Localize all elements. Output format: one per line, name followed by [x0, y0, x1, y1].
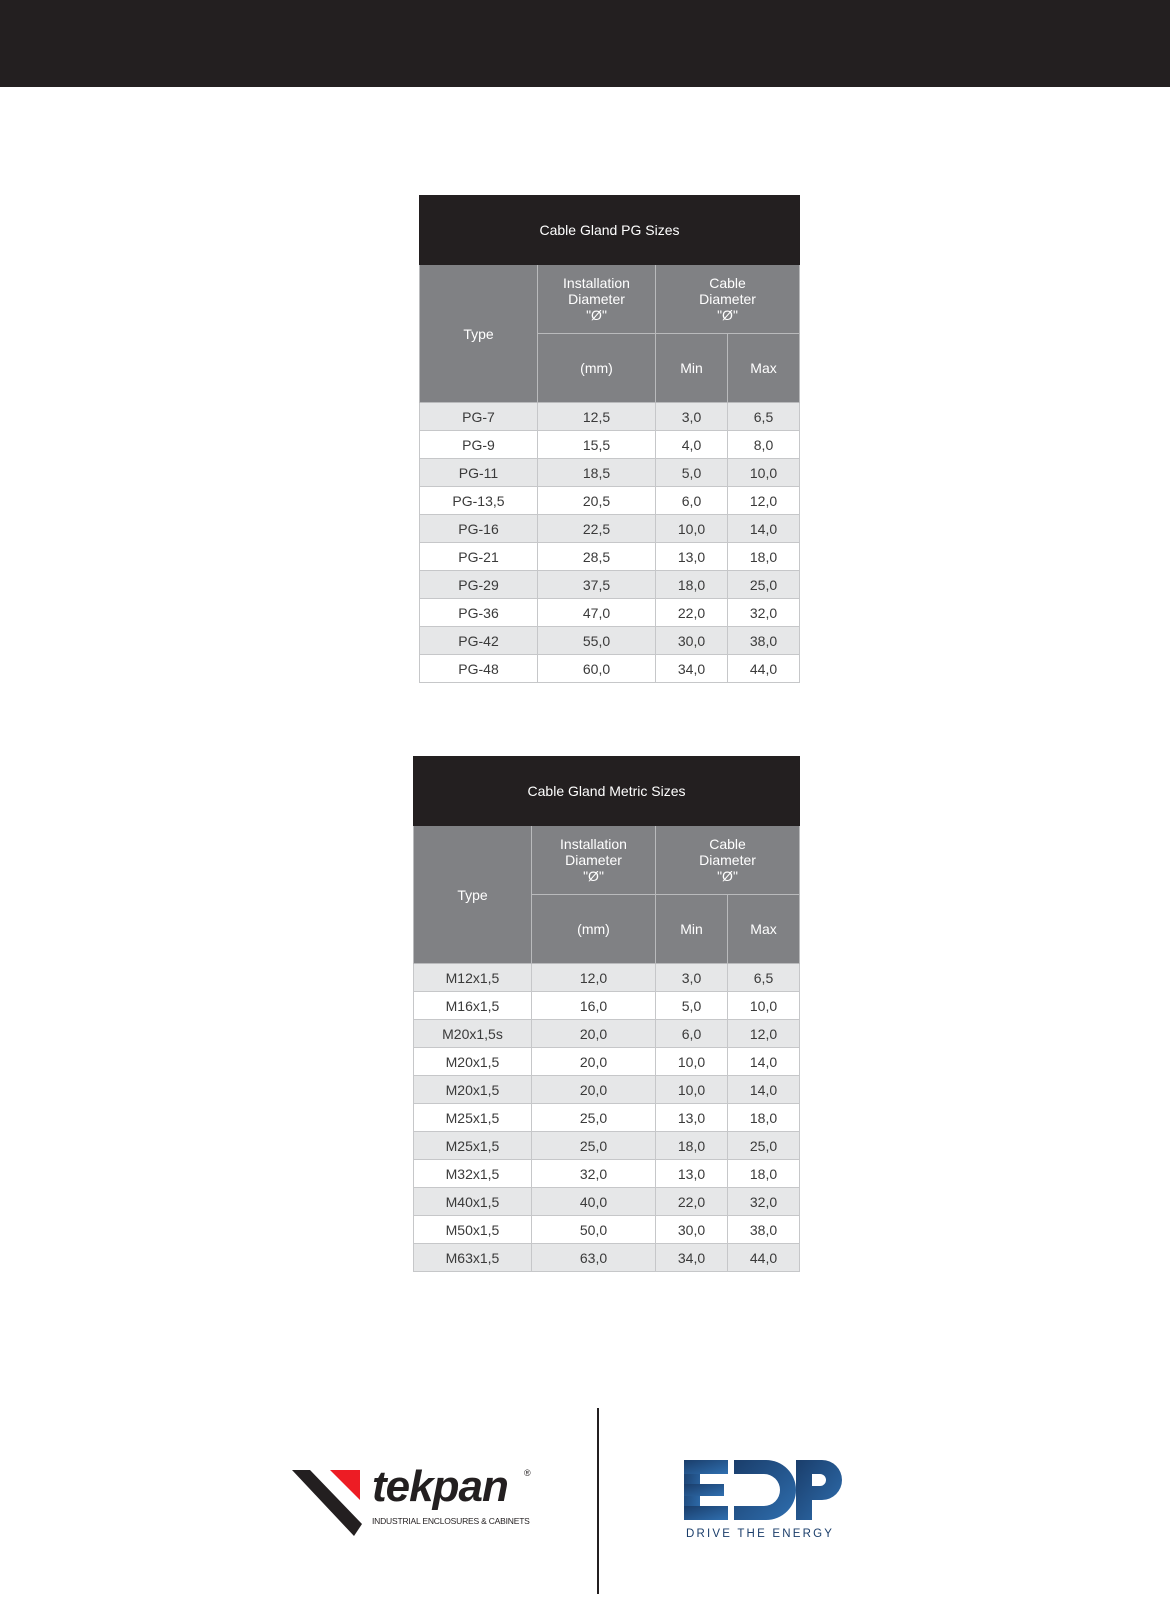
min-cell: 30,0 — [656, 1216, 728, 1244]
type-cell: M20x1,5s — [414, 1020, 532, 1048]
min-cell: 13,0 — [656, 1104, 728, 1132]
type-cell: PG-9 — [420, 431, 538, 459]
table-row — [414, 1160, 800, 1188]
edp-logo — [684, 1458, 844, 1544]
max-cell: 14,0 — [728, 1048, 800, 1076]
min-cell: 18,0 — [656, 1132, 728, 1160]
installation-cell: 18,5 — [538, 459, 656, 487]
type-cell: PG-21 — [420, 543, 538, 571]
table-row — [420, 431, 800, 459]
type-cell: PG-48 — [420, 655, 538, 683]
max-cell: 6,5 — [728, 964, 800, 992]
tekpan-mark-icon — [292, 1470, 368, 1536]
type-cell: M32x1,5 — [414, 1160, 532, 1188]
table-row — [420, 487, 800, 515]
min-header: Min — [656, 895, 728, 964]
max-cell: 44,0 — [728, 1244, 800, 1272]
installation-cell: 47,0 — [538, 599, 656, 627]
footer-divider — [597, 1408, 599, 1594]
installation-diameter-header: Installation Diameter "Ø" — [538, 265, 656, 334]
max-cell: 12,0 — [728, 487, 800, 515]
installation-cell: 12,5 — [538, 403, 656, 431]
table-row — [414, 1188, 800, 1216]
table-row — [414, 1132, 800, 1160]
table-row — [420, 515, 800, 543]
type-cell: M20x1,5 — [414, 1076, 532, 1104]
min-cell: 18,0 — [656, 571, 728, 599]
installation-cell: 25,0 — [532, 1104, 656, 1132]
table-row — [420, 543, 800, 571]
table-row — [414, 1048, 800, 1076]
table-row — [414, 1104, 800, 1132]
installation-cell: 63,0 — [532, 1244, 656, 1272]
min-cell: 10,0 — [656, 1076, 728, 1104]
table-row — [414, 1076, 800, 1104]
table-title: Cable Gland Metric Sizes — [414, 757, 800, 826]
max-cell: 14,0 — [728, 515, 800, 543]
table-row — [414, 1244, 800, 1272]
max-cell: 18,0 — [728, 543, 800, 571]
unit-header: (mm) — [532, 895, 656, 964]
min-cell: 22,0 — [656, 1188, 728, 1216]
top-header-bar — [0, 0, 1170, 87]
type-cell: PG-11 — [420, 459, 538, 487]
type-cell: M40x1,5 — [414, 1188, 532, 1216]
table-row — [414, 992, 800, 1020]
type-cell: M20x1,5 — [414, 1048, 532, 1076]
table-row — [414, 1216, 800, 1244]
min-cell: 4,0 — [656, 431, 728, 459]
table-row — [420, 599, 800, 627]
min-cell: 34,0 — [656, 1244, 728, 1272]
max-cell: 25,0 — [728, 571, 800, 599]
installation-cell: 50,0 — [532, 1216, 656, 1244]
min-cell: 10,0 — [656, 1048, 728, 1076]
type-header: Type — [420, 265, 538, 403]
installation-cell: 16,0 — [532, 992, 656, 1020]
max-cell: 32,0 — [728, 599, 800, 627]
max-cell: 32,0 — [728, 1188, 800, 1216]
min-cell: 22,0 — [656, 599, 728, 627]
min-cell: 6,0 — [656, 487, 728, 515]
installation-cell: 40,0 — [532, 1188, 656, 1216]
type-cell: M12x1,5 — [414, 964, 532, 992]
type-cell: M50x1,5 — [414, 1216, 532, 1244]
edp-wordmark-icon — [684, 1458, 844, 1524]
installation-cell: 28,5 — [538, 543, 656, 571]
max-cell: 44,0 — [728, 655, 800, 683]
min-cell: 3,0 — [656, 964, 728, 992]
registered-mark: ® — [524, 1468, 531, 1478]
installation-cell: 37,5 — [538, 571, 656, 599]
max-cell: 12,0 — [728, 1020, 800, 1048]
type-cell: PG-16 — [420, 515, 538, 543]
min-cell: 30,0 — [656, 627, 728, 655]
type-cell: M16x1,5 — [414, 992, 532, 1020]
table-row — [420, 459, 800, 487]
max-cell: 18,0 — [728, 1104, 800, 1132]
min-cell: 6,0 — [656, 1020, 728, 1048]
max-cell: 18,0 — [728, 1160, 800, 1188]
table-row — [420, 627, 800, 655]
min-cell: 13,0 — [656, 1160, 728, 1188]
type-cell: PG-29 — [420, 571, 538, 599]
installation-cell: 22,5 — [538, 515, 656, 543]
installation-cell: 20,5 — [538, 487, 656, 515]
table-row — [420, 403, 800, 431]
type-cell: M63x1,5 — [414, 1244, 532, 1272]
min-cell: 34,0 — [656, 655, 728, 683]
installation-cell: 15,5 — [538, 431, 656, 459]
installation-cell: 20,0 — [532, 1048, 656, 1076]
max-header: Max — [728, 334, 800, 403]
installation-cell: 32,0 — [532, 1160, 656, 1188]
installation-diameter-header: Installation Diameter "Ø" — [532, 826, 656, 895]
edp-tagline: DRIVE THE ENERGY — [686, 1528, 835, 1540]
unit-header: (mm) — [538, 334, 656, 403]
max-cell: 8,0 — [728, 431, 800, 459]
max-cell: 25,0 — [728, 1132, 800, 1160]
max-cell: 6,5 — [728, 403, 800, 431]
min-cell: 3,0 — [656, 403, 728, 431]
min-cell: 5,0 — [656, 459, 728, 487]
min-cell: 13,0 — [656, 543, 728, 571]
type-cell: PG-13,5 — [420, 487, 538, 515]
tekpan-wordmark: tekpan — [372, 1462, 508, 1511]
table-row — [414, 964, 800, 992]
type-cell: PG-7 — [420, 403, 538, 431]
max-cell: 10,0 — [728, 459, 800, 487]
installation-cell: 55,0 — [538, 627, 656, 655]
max-cell: 14,0 — [728, 1076, 800, 1104]
cable-diameter-header: Cable Diameter "Ø" — [656, 826, 800, 895]
min-cell: 5,0 — [656, 992, 728, 1020]
cable-diameter-header: Cable Diameter "Ø" — [656, 265, 800, 334]
installation-cell: 12,0 — [532, 964, 656, 992]
max-header: Max — [728, 895, 800, 964]
metric-sizes-table — [413, 756, 800, 1272]
max-cell: 38,0 — [728, 1216, 800, 1244]
max-cell: 10,0 — [728, 992, 800, 1020]
tekpan-tagline: INDUSTRIAL ENCLOSURES & CABINETS — [372, 1516, 530, 1526]
min-header: Min — [656, 334, 728, 403]
tekpan-logo — [292, 1462, 540, 1536]
type-cell: M25x1,5 — [414, 1104, 532, 1132]
table-title: Cable Gland PG Sizes — [420, 196, 800, 265]
installation-cell: 20,0 — [532, 1020, 656, 1048]
type-cell: PG-36 — [420, 599, 538, 627]
table-row — [420, 571, 800, 599]
table-row — [420, 655, 800, 683]
installation-cell: 60,0 — [538, 655, 656, 683]
pg-sizes-table — [419, 195, 800, 683]
installation-cell: 20,0 — [532, 1076, 656, 1104]
type-header: Type — [414, 826, 532, 964]
type-cell: PG-42 — [420, 627, 538, 655]
min-cell: 10,0 — [656, 515, 728, 543]
type-cell: M25x1,5 — [414, 1132, 532, 1160]
installation-cell: 25,0 — [532, 1132, 656, 1160]
max-cell: 38,0 — [728, 627, 800, 655]
table-row — [414, 1020, 800, 1048]
